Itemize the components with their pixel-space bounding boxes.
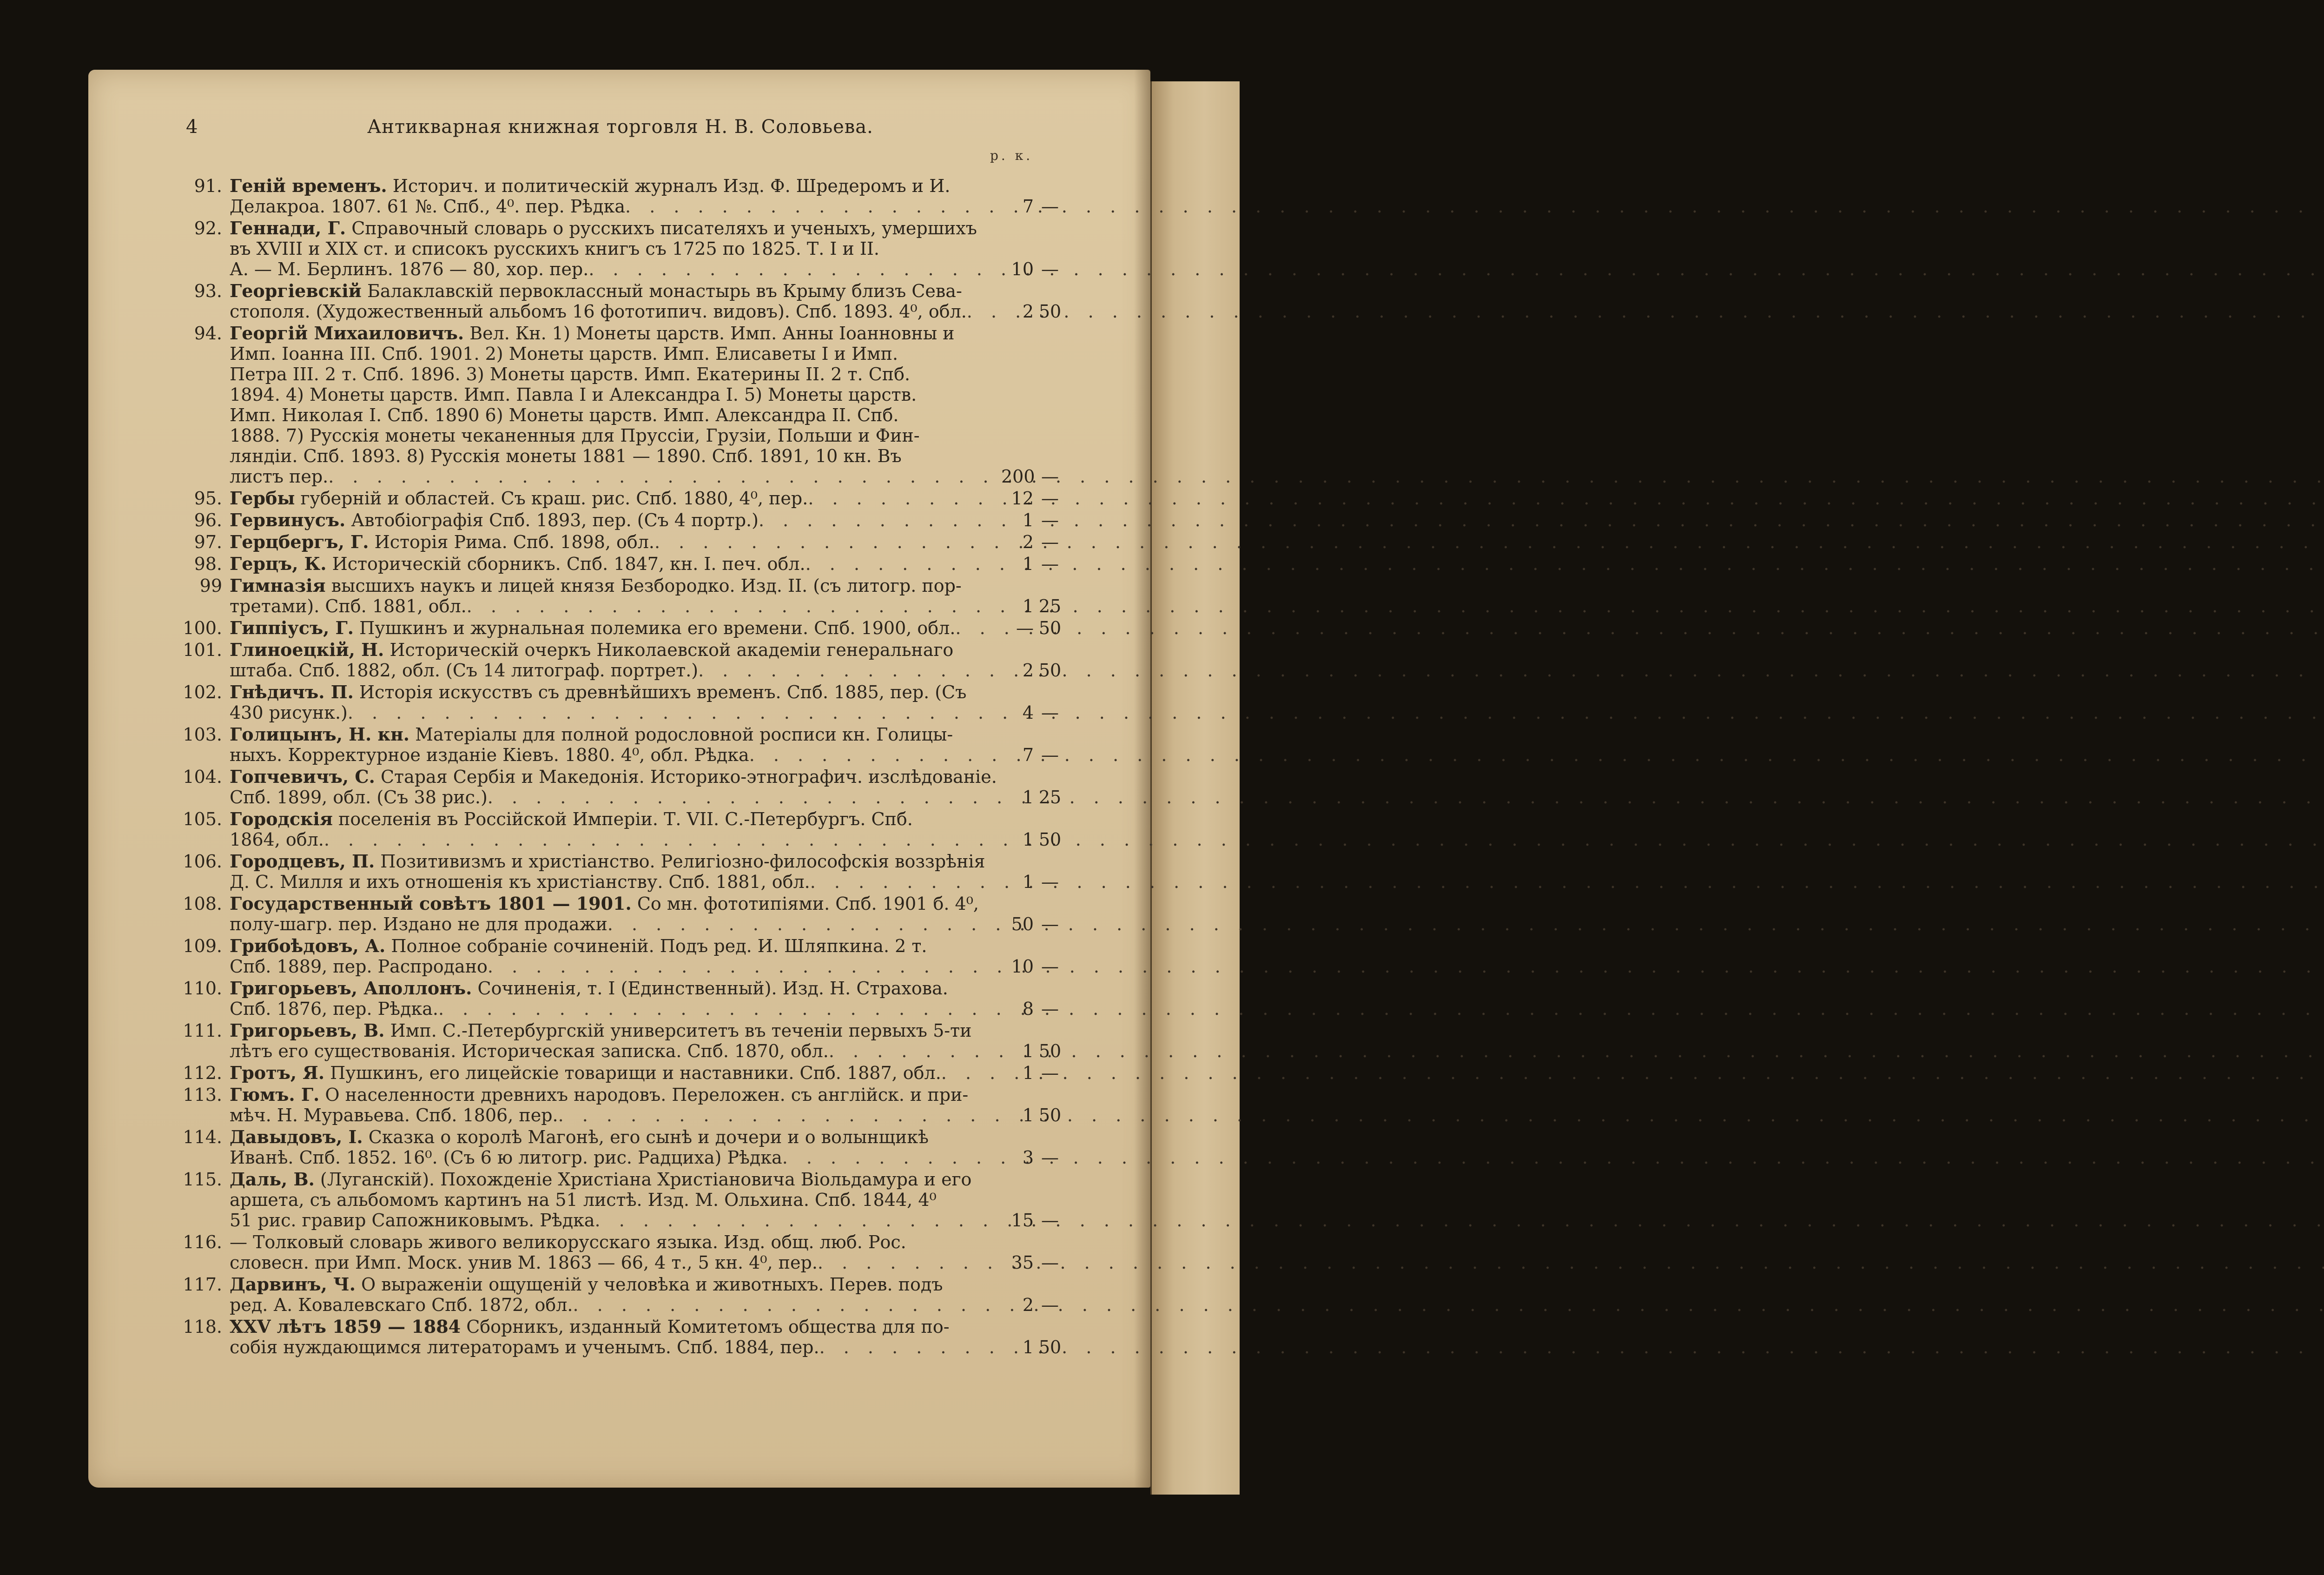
entry-price <box>1001 1210 1066 1231</box>
catalog-entry <box>181 978 1060 1019</box>
entry-author: Голицынъ, Н. кн. <box>230 724 409 745</box>
entry-line: Гимназiя высшихъ наукъ и лицей князя Безбородко. Изд. II. (съ литогр. пор- <box>230 575 962 596</box>
entry-line: — Толковый словарь живого великорусскаго языка. Изд. общ. люб. Рос. <box>230 1232 906 1252</box>
dot-leader <box>829 1041 1001 1061</box>
entry-number: 97. <box>194 532 222 552</box>
catalog-entry <box>181 640 1060 681</box>
entry-line <box>223 618 1066 638</box>
price-kopecks: — <box>1041 1147 1059 1168</box>
dot-leader <box>749 745 1001 765</box>
entry-line-text: Спб. 1889, пер. Распродано <box>230 956 488 977</box>
entry-price <box>1001 1295 1066 1315</box>
entry-line <box>223 554 1066 574</box>
entry-line <box>223 787 1066 807</box>
entry-line-text: Делакроа. 1807. 61 №. Спб., 4⁰. пер. Рѣдка <box>230 196 626 217</box>
price-roubles: 1 <box>1022 829 1034 850</box>
price-roubles: 200 <box>1001 466 1035 487</box>
catalog-entry <box>181 767 1060 807</box>
entry-number: 101. <box>183 640 222 660</box>
entry-price <box>1001 1041 1066 1061</box>
entry-author: Глиноецкiй, Н. <box>230 639 384 660</box>
entry-price <box>1001 618 1066 638</box>
entry-line-text: листъ пер. <box>230 466 329 487</box>
entry-number: 94. <box>194 323 222 344</box>
entry-line <box>223 532 1066 552</box>
entry-line <box>223 745 1066 765</box>
entry-line <box>223 1337 1066 1357</box>
price-kopecks: — <box>1041 510 1059 530</box>
price-roubles: — <box>1016 618 1034 638</box>
dot-leader <box>818 1252 1001 1273</box>
price-kopecks: — <box>1041 488 1059 509</box>
price-roubles: 12 <box>1011 488 1034 509</box>
entry-line <box>223 956 1066 977</box>
entry-price <box>1001 1105 1066 1125</box>
catalog-entry <box>181 532 1060 552</box>
entry-price <box>1001 1337 1066 1357</box>
entry-line-text: 1864, обл. <box>230 829 324 850</box>
entry-author: Городцевъ, П. <box>230 851 375 872</box>
dot-leader <box>588 259 1001 279</box>
entry-line <box>223 1041 1066 1061</box>
entry-number: 106. <box>183 851 222 872</box>
entry-number: 93. <box>194 281 222 301</box>
catalog-entry <box>181 554 1060 574</box>
catalog-entry <box>181 1274 1060 1315</box>
entry-number: 99 <box>199 576 222 596</box>
entry-price <box>1001 510 1066 530</box>
entry-line <box>223 999 1066 1019</box>
entry-price <box>1001 872 1066 892</box>
entry-number: 110. <box>183 978 222 999</box>
dot-leader <box>808 488 1001 509</box>
entry-price <box>1001 660 1066 681</box>
page-number: 4 <box>186 116 198 138</box>
price-roubles: 2 <box>1022 301 1034 322</box>
dot-leader <box>654 532 1001 552</box>
entry-line: Гопчевичъ, С. Старая Сербiя и Македонiя. Историко-этнографич. изслѣдованiе. <box>230 766 997 787</box>
entry-line-text: Герцъ, К. Историческiй сборникъ. Спб. 1847, кн. I. печ. обл. <box>230 553 805 574</box>
price-kopecks: — <box>1041 702 1059 723</box>
dot-leader <box>955 618 1001 638</box>
dot-leader <box>488 787 1001 807</box>
entry-price <box>1001 596 1066 616</box>
dot-leader <box>595 1210 1001 1231</box>
entry-author: Грибоѣдовъ, А. <box>230 935 386 956</box>
entry-price <box>1001 956 1066 977</box>
entry-line <box>223 914 1066 934</box>
entry-line <box>223 488 1066 509</box>
entry-line: 1894. 4) Монеты царств. Имп. Павла I и Александра I. 5) Монеты царств. <box>230 384 917 405</box>
price-roubles: 7 <box>1022 196 1034 217</box>
entry-line <box>223 1252 1066 1273</box>
dot-leader <box>467 596 1001 616</box>
catalog-entry <box>181 936 1060 977</box>
price-roubles: 10 <box>1011 956 1034 977</box>
price-roubles: 2 <box>1022 1295 1034 1315</box>
catalog-entry <box>181 1063 1060 1083</box>
entry-price <box>1001 1252 1066 1273</box>
catalog-entry <box>181 1317 1060 1357</box>
entry-number: 91. <box>194 176 222 196</box>
entry-line: Георгiевскiй Балаклавскiй первоклассный монастырь въ Крыму близъ Сева- <box>230 280 962 301</box>
price-kopecks: 50 <box>1038 829 1062 850</box>
entry-line: Гюмъ. Г. О населенности древнихъ народовъ. Переложен. съ англiйск. и при- <box>230 1084 969 1105</box>
price-roubles: 1 <box>1022 872 1034 892</box>
price-roubles: 1 <box>1022 554 1034 574</box>
dot-leader <box>573 1295 1002 1315</box>
entry-line <box>223 259 1066 279</box>
entry-line: 1888. 7) Русскiя монеты чеканенныя для Пруссiи, Грузiи, Польши и Фин- <box>230 425 920 446</box>
price-roubles: 1 <box>1022 510 1034 530</box>
entry-author: Герцъ, К. <box>230 553 327 574</box>
dot-leader <box>941 1063 1001 1083</box>
entry-line <box>223 1105 1066 1125</box>
entry-line: Городцевъ, П. Позитивизмъ и христiанство. Религiозно-философскiя воззрѣнiя <box>230 851 985 872</box>
entry-line <box>223 1063 1066 1083</box>
entry-line <box>223 1210 1066 1231</box>
entry-line: Генiй временъ. Историч. и политическiй журналъ Изд. Ф. Шредеромъ и И. <box>230 175 951 196</box>
entry-line <box>223 596 1066 616</box>
catalog-entry <box>181 1020 1060 1061</box>
entry-line: Петра III. 2 т. Спб. 1896. 3) Монеты царств. Имп. Екатерины II. 2 т. Спб. <box>230 364 911 384</box>
price-kopecks: 50 <box>1038 660 1062 681</box>
entry-line: Георгiй Михаиловичъ. Вел. Кн. 1) Монеты царств. Имп. Анны Iоанновны и <box>230 323 955 344</box>
entry-author: Гимназiя <box>230 575 326 596</box>
entry-price <box>1001 745 1066 765</box>
entry-line <box>223 872 1066 892</box>
price-kopecks: — <box>1041 259 1059 279</box>
price-roubles: 1 <box>1022 1105 1034 1125</box>
running-title: Антикварная книжная торговля Н. В. Соловьева. <box>367 116 873 138</box>
price-kopecks: 50 <box>1038 618 1062 638</box>
entry-author: Григорьевъ, Аполлонъ. <box>230 978 472 999</box>
catalog-entry <box>181 809 1060 850</box>
entry-number: 109. <box>183 936 222 956</box>
entry-line: ляндiи. Спб. 1893. 8) Русскiя монеты 1881 — 1890. Спб. 1891, 10 кн. Въ <box>230 446 902 466</box>
dot-leader <box>488 956 1001 977</box>
entry-line <box>223 510 1066 530</box>
entry-line-text: Спб. 1899, обл. (Съ 38 рис.) <box>230 787 488 807</box>
entry-price <box>1001 488 1066 509</box>
entry-number: 108. <box>183 893 222 914</box>
price-kopecks: — <box>1041 914 1059 934</box>
entry-price <box>1001 999 1066 1019</box>
entry-line <box>223 702 1066 723</box>
price-roubles: 4 <box>1022 702 1034 723</box>
entry-number: 95. <box>194 488 222 509</box>
price-kopecks: 25 <box>1038 787 1062 807</box>
entry-author: Геннади, Г. <box>230 218 346 238</box>
dot-leader <box>324 829 1001 850</box>
entry-line: аршета, съ альбомомъ картинъ на 51 листѣ. Изд. М. Ольхина. Спб. 1844, 4⁰ <box>230 1190 937 1210</box>
entry-line-text: ныхъ. Корректурное изданiе Кiевъ. 1880. 4⁰, обл. Рѣдка <box>230 745 749 765</box>
price-roubles: 3 <box>1022 1147 1034 1168</box>
entry-price <box>1001 787 1066 807</box>
entry-line-text: ред. А. Ковалевскаго Спб. 1872, обл. <box>230 1295 573 1315</box>
entry-line <box>223 1295 1066 1315</box>
price-kopecks: — <box>1041 1295 1059 1315</box>
entry-price <box>1001 196 1066 217</box>
entry-author: Гопчевичъ, С. <box>230 766 375 787</box>
dot-leader <box>819 1337 1001 1357</box>
entry-line: Имп. Николая I. Спб. 1890 6) Монеты царств. Имп. Александра II. Спб. <box>230 405 899 425</box>
price-roubles: 1 <box>1022 787 1034 807</box>
price-kopecks: — <box>1041 532 1059 552</box>
entry-line-text: А. — М. Берлинъ. 1876 — 80, хор. пер. <box>230 259 589 279</box>
dot-leader <box>558 1105 1001 1125</box>
entry-author: Гнѣдичъ. П. <box>230 682 354 702</box>
dot-leader <box>805 554 1001 574</box>
entry-line: Геннади, Г. Справочный словарь о русскихъ писателяхъ и ученыхъ, умершихъ <box>230 218 977 238</box>
entry-line: Грибоѣдовъ, А. Полное собранiе сочиненiй. Подъ ред. И. Шляпкина. 2 т. <box>230 935 927 956</box>
entry-line: Дарвинъ, Ч. О выраженiи ощущенiй у человѣка и животныхъ. Перев. подъ <box>230 1274 943 1295</box>
price-kopecks: 25 <box>1038 596 1062 616</box>
catalog-entry <box>181 218 1060 279</box>
entry-number: 96. <box>194 510 222 530</box>
entry-number: 100. <box>183 618 222 638</box>
entry-number: 116. <box>183 1232 222 1252</box>
entry-line-text: Спб. 1876, пер. Рѣдка. <box>230 999 438 1019</box>
entry-price <box>1001 301 1066 322</box>
entry-number: 98. <box>194 554 222 574</box>
catalog-entry <box>181 510 1060 530</box>
catalog-entry <box>181 488 1060 509</box>
catalog-entry <box>181 323 1060 487</box>
entry-line-text: полу-шагр. пер. Издано не для продажи <box>230 914 607 934</box>
catalog-entry <box>181 893 1060 934</box>
catalog-entry <box>181 1232 1060 1273</box>
entry-number: 114. <box>183 1127 222 1147</box>
entry-price <box>1001 554 1066 574</box>
price-kopecks: — <box>1041 196 1059 217</box>
entry-line-text: Гервинусъ. Автобiографiя Спб. 1893, пер. (Съ 4 портр.) <box>230 510 759 530</box>
price-roubles: 15 <box>1011 1210 1034 1231</box>
catalog-entry <box>181 281 1060 322</box>
entry-author: Дарвинъ, Ч. <box>230 1274 356 1295</box>
entry-author: Городскiя <box>230 808 333 829</box>
price-kopecks: 50 <box>1038 1105 1062 1125</box>
entry-line-text: лѣтъ его существованiя. Историческая записка. Спб. 1870, обл. <box>230 1041 829 1061</box>
entry-number: 105. <box>183 809 222 829</box>
entry-author: Даль, В. <box>230 1169 315 1190</box>
entry-author: Георгiй Михаиловичъ. <box>230 323 464 344</box>
catalog-entry <box>181 682 1060 723</box>
entry-author: Гербы <box>230 488 295 509</box>
entry-line <box>223 301 1066 322</box>
entry-line-text: штаба. Спб. 1882, обл. (Съ 14 литограф. портрет.) <box>230 660 699 681</box>
entry-line-text: Гербы губернiй и областей. Съ краш. рис. Спб. 1880, 4⁰, пер. <box>230 488 808 509</box>
price-roubles: 7 <box>1022 745 1034 765</box>
dot-leader <box>348 702 1001 723</box>
entry-price <box>1001 702 1066 723</box>
entry-line-text: собiя нуждающимся литераторамъ и ученымъ. Спб. 1884, пер. <box>230 1337 819 1357</box>
entry-line-text: Гротъ, Я. Пушкинъ, его лицейскiе товарищи и наставники. Спб. 1887, обл. <box>230 1062 941 1083</box>
catalog-entry <box>181 1127 1060 1168</box>
entry-author: XXV лѣтъ 1859 — 1884 <box>230 1316 461 1337</box>
dot-leader <box>810 872 1001 892</box>
entry-line: Глиноецкiй, Н. Историческiй очеркъ Николаевской академiи генеральнаго <box>230 639 954 660</box>
entry-line: Имп. Iоанна III. Спб. 1901. 2) Монеты царств. Имп. Елисаветы I и Имп. <box>230 344 898 364</box>
price-roubles: 10 <box>1011 259 1034 279</box>
catalog-entry <box>181 1169 1060 1231</box>
price-kopecks: 50 <box>1038 1041 1062 1061</box>
price-roubles: 2 <box>1022 532 1034 552</box>
price-kopecks: — <box>1041 1252 1059 1273</box>
price-roubles: 50 <box>1011 914 1034 934</box>
entry-price <box>1001 914 1066 934</box>
entry-number: 92. <box>194 218 222 238</box>
entry-line: Городскiя поселенiя въ Россiйской Имперiи. Т. VII. С.-Петербургъ. Спб. <box>230 808 913 829</box>
catalog-entry <box>181 724 1060 765</box>
price-kopecks: — <box>1041 999 1059 1019</box>
entry-number: 111. <box>183 1020 222 1041</box>
entry-line-text: 430 рисунк.) <box>230 702 348 723</box>
price-kopecks: — <box>1041 1063 1059 1083</box>
entry-line-text: Герцбергъ, Г. Исторiя Рима. Спб. 1898, обл. <box>230 531 655 552</box>
entry-line: Гнѣдичъ. П. Исторiя искусствъ съ древнѣйшихъ временъ. Спб. 1885, пер. (Съ <box>230 682 967 702</box>
entry-author: Гервинусъ. <box>230 510 346 530</box>
dot-leader <box>698 660 1001 681</box>
dot-leader <box>607 914 1001 934</box>
entry-author: Генiй временъ. <box>230 175 387 196</box>
binding-fold <box>1134 70 1150 1488</box>
entry-line-text: Гиппiусъ, Г. Пушкинъ и журнальная полемика его времени. Спб. 1900, обл. <box>230 617 956 638</box>
entry-line-text: Иванѣ. Спб. 1852. 16⁰. (Съ 6 ю литогр. рис. Радциха) Рѣдка <box>230 1147 782 1168</box>
entry-number: 104. <box>183 767 222 787</box>
entry-author: Георгiевскiй <box>230 280 362 301</box>
entry-line <box>223 196 1066 217</box>
entry-line: Даль, В. (Луганскiй). Похожденiе Христiана Христiановича Вiольдамура и его <box>230 1169 972 1190</box>
entry-line-text: словесн. при Имп. Моск. унив М. 1863 — 66, 4 т., 5 кн. 4⁰, пер. <box>230 1252 818 1273</box>
catalog-entry <box>181 618 1060 638</box>
entry-author: Григорьевъ, В. <box>230 1020 385 1041</box>
entry-price <box>1001 1063 1066 1083</box>
entry-number: 117. <box>183 1274 222 1295</box>
entry-line <box>223 466 1066 487</box>
currency-legend: р. к. <box>990 148 1033 163</box>
dot-leader <box>328 466 1001 487</box>
entry-line-text: третами). Спб. 1881, обл. <box>230 596 467 616</box>
price-kopecks: — <box>1041 745 1059 765</box>
dot-leader <box>759 510 1001 530</box>
price-roubles: 1 <box>1022 1337 1034 1357</box>
price-roubles: 1 <box>1022 1063 1034 1083</box>
dot-leader <box>967 301 1001 322</box>
dot-leader <box>438 999 1001 1019</box>
entry-price <box>1001 466 1066 487</box>
entry-line <box>223 1147 1066 1168</box>
entry-line: въ XVIII и XIX ст. и списокъ русскихъ книгъ съ 1725 по 1825. Т. I и II. <box>230 238 879 259</box>
entry-author: Гиппiусъ, Г. <box>230 617 354 638</box>
entry-line: Григорьевъ, Аполлонъ. Сочиненiя, т. I (Единственный). Изд. Н. Страхова. <box>230 978 948 999</box>
entry-line <box>223 660 1066 681</box>
price-roubles: 1 <box>1022 1041 1034 1061</box>
entry-number: 103. <box>183 724 222 745</box>
price-kopecks: — <box>1041 466 1059 487</box>
catalog-entry <box>181 576 1060 616</box>
entry-line: Григорьевъ, В. Имп. С.-Петербургскiй университетъ въ теченiи первыхъ 5-ти <box>230 1020 972 1041</box>
price-roubles: 35 <box>1011 1252 1034 1273</box>
entry-line: Государственный совѣтъ 1801 — 1901. Со мн. фототипiями. Спб. 1901 б. 4⁰, <box>230 893 979 914</box>
entry-author: Давыдовъ, I. <box>230 1126 363 1147</box>
entry-number: 118. <box>183 1317 222 1337</box>
catalog-entry <box>181 176 1060 217</box>
entry-price <box>1001 1147 1066 1168</box>
entry-line-text: 51 рис. гравир Сапожниковымъ. Рѣдка <box>230 1210 595 1231</box>
entry-line-text: стополя. (Художественный альбомъ 16 фототипич. видовъ). Спб. 1893. 4⁰, обл. <box>230 301 967 322</box>
entry-line-text: мѣч. Н. Муравьева. Спб. 1806, пер. <box>230 1105 558 1125</box>
price-roubles: 8 <box>1022 999 1034 1019</box>
entry-number: 113. <box>183 1085 222 1105</box>
entry-line: Давыдовъ, I. Сказка о королѣ Магонѣ, его сынѣ и дочери и о волынщикѣ <box>230 1126 929 1147</box>
entry-line-text: Д. С. Милля и ихъ отношенiя къ христiанству. Спб. 1881, обл. <box>230 872 810 892</box>
entry-line <box>223 829 1066 850</box>
entry-line: XXV лѣтъ 1859 — 1884 Сборникъ, изданный Комитетомъ общества для по- <box>230 1316 950 1337</box>
entry-line: Голицынъ, Н. кн. Матерiалы для полной родословной росписи кн. Голицы- <box>230 724 953 745</box>
price-kopecks: 50 <box>1038 1337 1062 1357</box>
price-roubles: 2 <box>1022 660 1034 681</box>
entry-number: 112. <box>183 1063 222 1083</box>
entry-number: 102. <box>183 682 222 702</box>
price-kopecks: — <box>1041 1210 1059 1231</box>
entry-author: Гюмъ. Г. <box>230 1084 320 1105</box>
entry-price <box>1001 259 1066 279</box>
dot-leader <box>782 1147 1001 1168</box>
entry-author: Государственный совѣтъ 1801 — 1901. <box>230 893 632 914</box>
price-kopecks: — <box>1041 554 1059 574</box>
price-kopecks: — <box>1041 872 1059 892</box>
entry-price <box>1001 829 1066 850</box>
entry-author: Гротъ, Я. <box>230 1062 325 1083</box>
price-roubles: 1 <box>1022 596 1034 616</box>
price-kopecks: — <box>1041 956 1059 977</box>
entry-price <box>1001 532 1066 552</box>
catalog-list <box>181 174 1060 1357</box>
catalog-entry <box>181 1085 1060 1125</box>
dot-leader <box>625 196 1001 217</box>
entry-number: 115. <box>183 1169 222 1190</box>
entry-author: Герцбергъ, Г. <box>230 531 369 552</box>
price-kopecks: 50 <box>1038 301 1062 322</box>
catalog-entry <box>181 851 1060 892</box>
